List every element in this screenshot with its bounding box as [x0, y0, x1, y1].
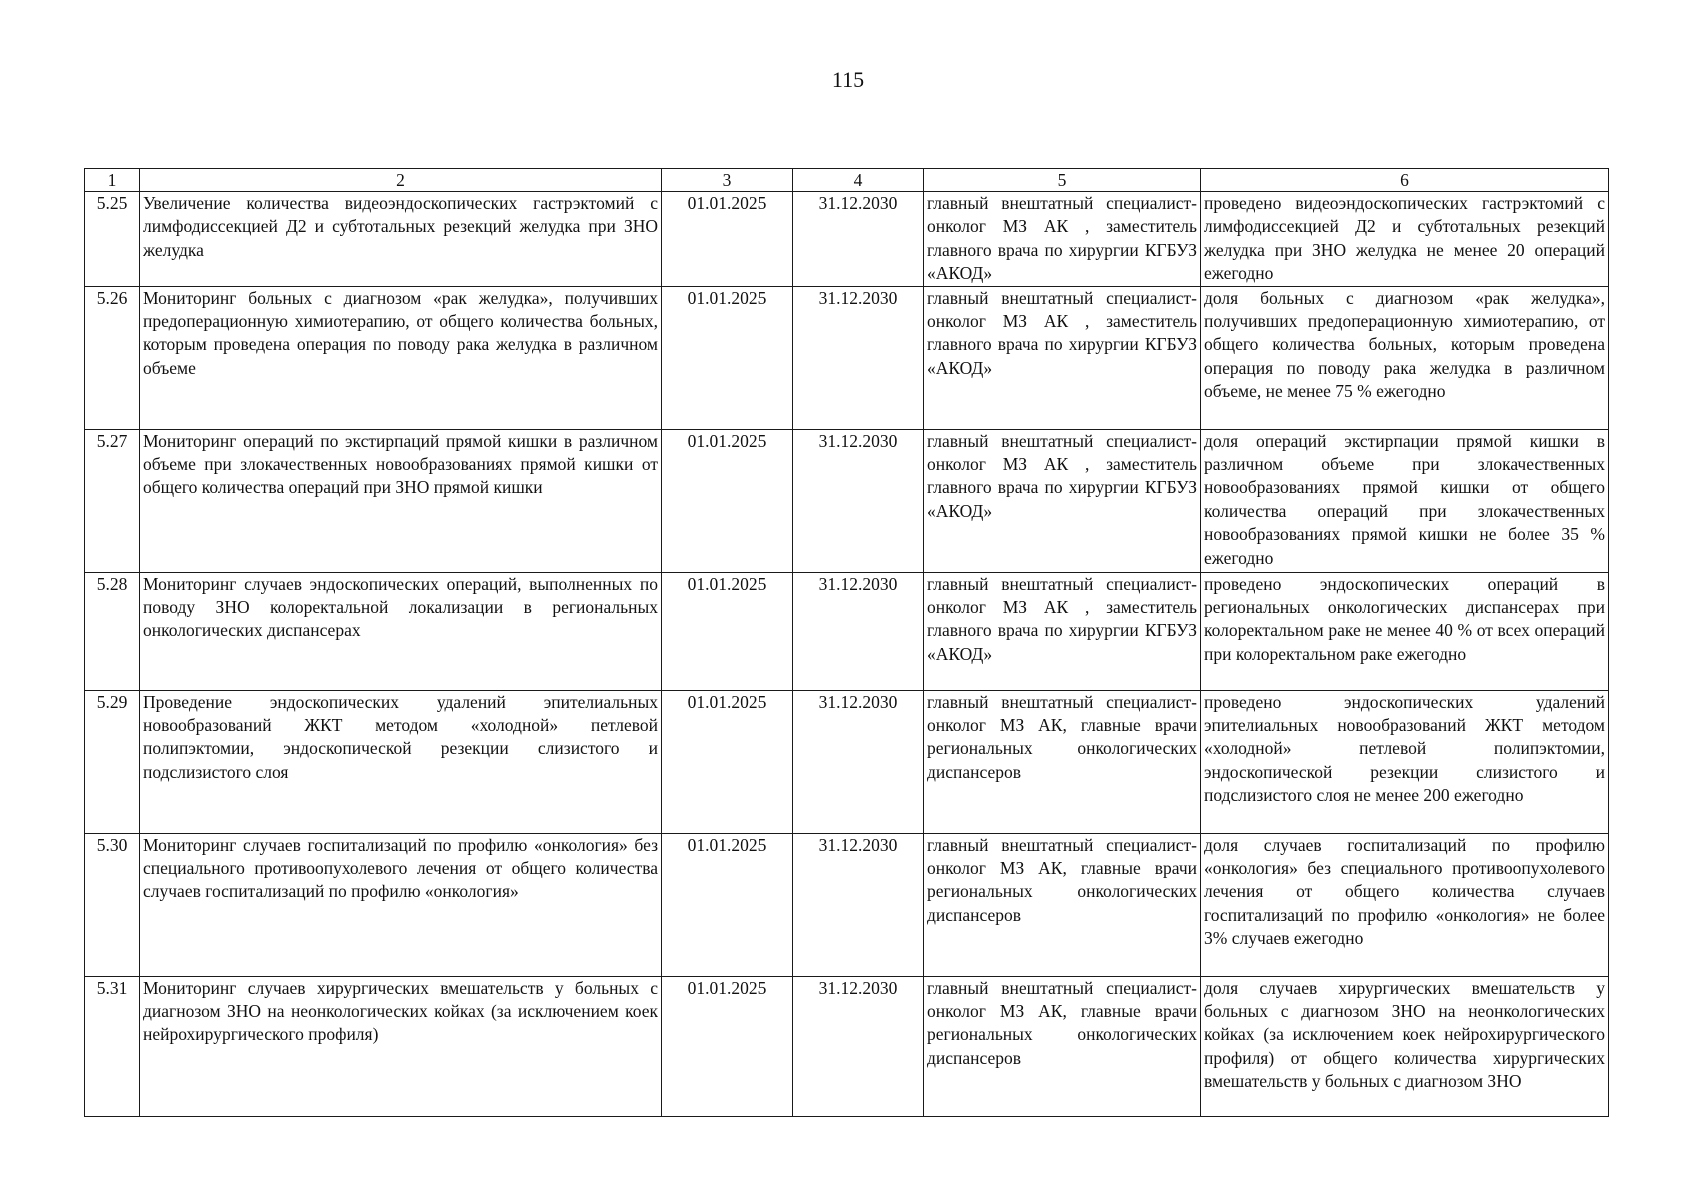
table-row — [85, 833, 1609, 976]
start-date: 01.01.2025 — [662, 833, 793, 976]
responsible-text: главный внештатный специалист-онколог МЗ АК, главные врачи региональных онкологических диспансеров — [924, 833, 1201, 976]
start-date: 01.01.2025 — [662, 286, 793, 429]
table-row — [85, 286, 1609, 429]
end-date: 31.12.2030 — [793, 286, 924, 429]
table-row — [85, 976, 1609, 1116]
result-text: доля случаев госпитализаций по профилю «онкология» без специального противоопухолевого лечения от общего количества случаев госпитализаций по профилю «онкология» не более 3% случаев ежегодно — [1201, 833, 1609, 976]
result-text: доля случаев хирургических вмешательств у больных с диагнозом ЗНО на неонкологических койках (за исключением коек нейрохирургического профиля) от общего количества хирургических вмешательств у больных с диагнозом ЗНО — [1201, 976, 1609, 1116]
measure-text: Проведение эндоскопических удалений эпителиальных новообразований ЖКТ методом «холодной» петлевой полипэктомии, эндоскопической резекции слизистого и подслизистого слоя — [140, 690, 662, 833]
table-row — [85, 572, 1609, 690]
start-date: 01.01.2025 — [662, 572, 793, 690]
result-text: проведено эндоскопических удалений эпителиальных новообразований ЖКТ методом «холодной» петлевой полипэктомии, эндоскопической резекции слизистого и подслизистого слоя не менее 200 ежегодно — [1201, 690, 1609, 833]
start-date: 01.01.2025 — [662, 192, 793, 287]
measure-text: Мониторинг случаев эндоскопических операций, выполненных по поводу ЗНО колоректальной локализации в региональных онкологических диспансерах — [140, 572, 662, 690]
row-number: 5.29 — [85, 690, 140, 833]
measure-text: Увеличение количества видеоэндоскопических гастрэктомий с лимфодиссекцией Д2 и субтотальных резекций желудка при ЗНО желудка — [140, 192, 662, 287]
end-date: 31.12.2030 — [793, 690, 924, 833]
table-row — [85, 192, 1609, 287]
table-row — [85, 690, 1609, 833]
responsible-text: главный внештатный специалист-онколог МЗ АК , заместитель главного врача по хирургии КГБУЗ «АКОД» — [924, 192, 1201, 287]
end-date: 31.12.2030 — [793, 429, 924, 572]
measure-text: Мониторинг случаев хирургических вмешательств у больных с диагнозом ЗНО на неонкологических койках (за исключением коек нейрохирургического профиля) — [140, 976, 662, 1116]
responsible-text: главный внештатный специалист-онколог МЗ АК , заместитель главного врача по хирургии КГБУЗ «АКОД» — [924, 286, 1201, 429]
responsible-text: главный внештатный специалист-онколог МЗ АК , заместитель главного врача по хирургии КГБУЗ «АКОД» — [924, 429, 1201, 572]
table-row — [85, 429, 1609, 572]
header-col-6: 6 — [1201, 169, 1609, 192]
end-date: 31.12.2030 — [793, 192, 924, 287]
end-date: 31.12.2030 — [793, 976, 924, 1116]
measure-text: Мониторинг больных с диагнозом «рак желудка», получивших предоперационную химиотерапию, от общего количества больных, которым проведена операция по поводу рака желудка в различном объеме — [140, 286, 662, 429]
row-number: 5.31 — [85, 976, 140, 1116]
row-number: 5.25 — [85, 192, 140, 287]
responsible-text: главный внештатный специалист-онколог МЗ АК, главные врачи региональных онкологических диспансеров — [924, 690, 1201, 833]
header-col-3: 3 — [662, 169, 793, 192]
result-text: проведено видеоэндоскопических гастрэктомий с лимфодиссекцией Д2 и субтотальных резекций желудка при ЗНО желудка не менее 20 операций ежегодно — [1201, 192, 1609, 287]
responsible-text: главный внештатный специалист-онколог МЗ АК, главные врачи региональных онкологических диспансеров — [924, 976, 1201, 1116]
header-col-2: 2 — [140, 169, 662, 192]
header-row — [85, 169, 1609, 192]
result-text: проведено эндоскопических операций в региональных онкологических диспансерах при колоректальном раке не менее 40 % от всех операций при колоректальном раке ежегодно — [1201, 572, 1609, 690]
header-col-4: 4 — [793, 169, 924, 192]
result-text: доля операций экстирпации прямой кишки в различном объеме при злокачественных новообразованиях прямой кишки от общего количества операций при злокачественных новообразованиях прямой кишки не более 35 % ежегодно — [1201, 429, 1609, 572]
responsible-text: главный внештатный специалист-онколог МЗ АК , заместитель главного врача по хирургии КГБУЗ «АКОД» — [924, 572, 1201, 690]
header-col-5: 5 — [924, 169, 1201, 192]
row-number: 5.28 — [85, 572, 140, 690]
header-col-1: 1 — [85, 169, 140, 192]
measure-text: Мониторинг операций по экстирпаций прямой кишки в различном объеме при злокачественных новообразованиях прямой кишки от общего количества операций при ЗНО прямой кишки — [140, 429, 662, 572]
table-header — [85, 169, 1609, 192]
start-date: 01.01.2025 — [662, 976, 793, 1116]
table-body — [85, 192, 1609, 1117]
row-number: 5.26 — [85, 286, 140, 429]
start-date: 01.01.2025 — [662, 429, 793, 572]
measure-text: Мониторинг случаев госпитализаций по профилю «онкология» без специального противоопухолевого лечения от общего количества случаев госпитализаций по профилю «онкология» — [140, 833, 662, 976]
measures-table — [84, 168, 1609, 1117]
end-date: 31.12.2030 — [793, 572, 924, 690]
page-number: 115 — [831, 67, 865, 92]
end-date: 31.12.2030 — [793, 833, 924, 976]
row-number: 5.27 — [85, 429, 140, 572]
start-date: 01.01.2025 — [662, 690, 793, 833]
row-number: 5.30 — [85, 833, 140, 976]
result-text: доля больных с диагнозом «рак желудка», получивших предоперационную химиотерапию, от общего количества больных, которым проведена операция по поводу рака желудка в различном объеме, не менее 75 % ежегодно — [1201, 286, 1609, 429]
